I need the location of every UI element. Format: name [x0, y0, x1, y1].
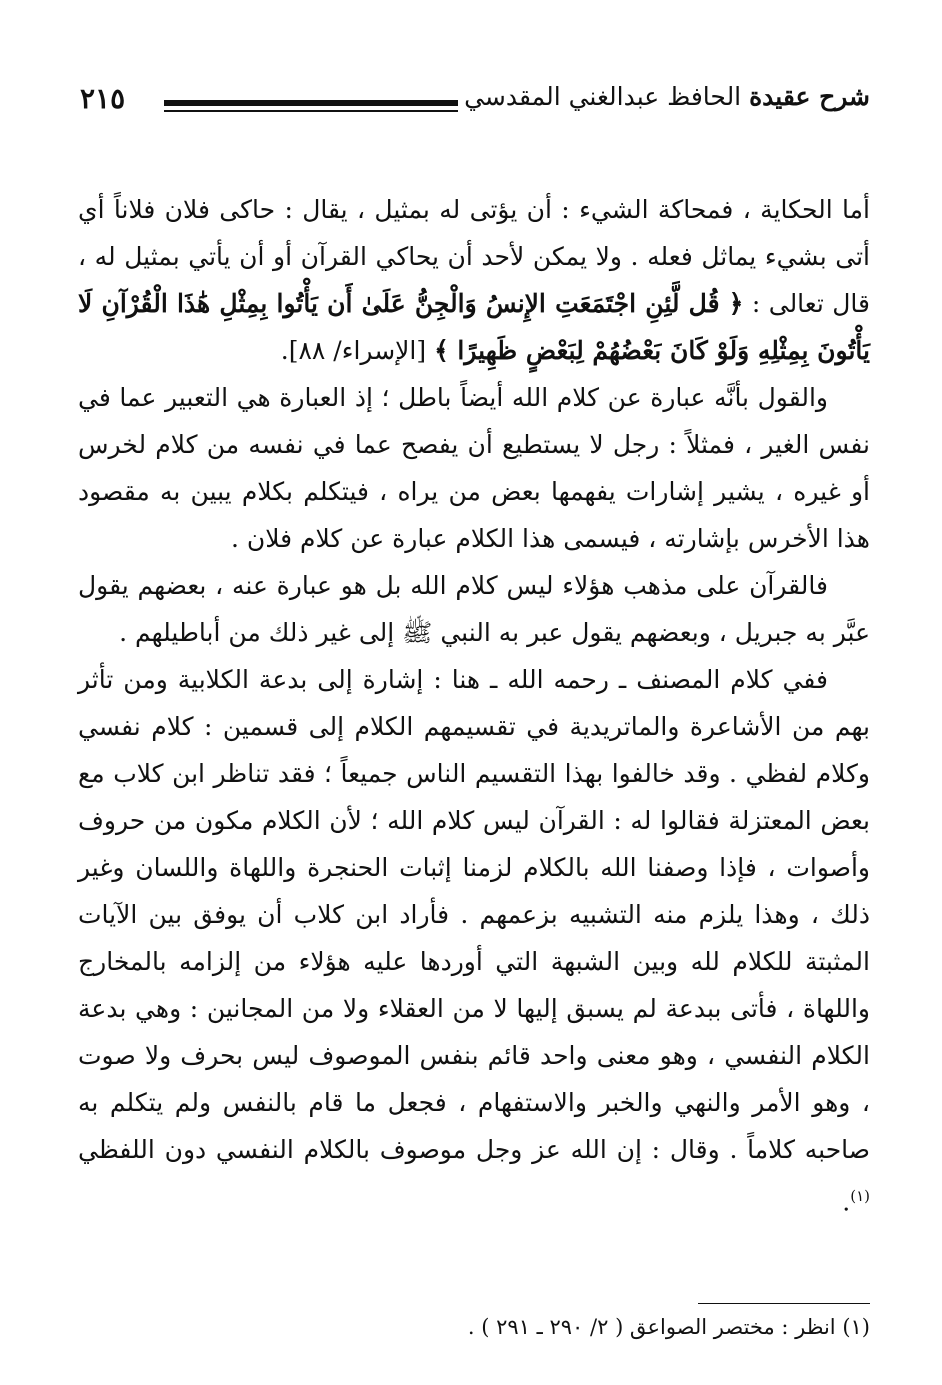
page-number: ٢١٥: [80, 82, 126, 115]
running-title: [464, 82, 870, 111]
footnote-rule: [698, 1303, 870, 1304]
main-text: [78, 186, 870, 1225]
footnote: (١) انظر : مختصر الصواعق ( ٢/ ٢٩٠ ـ ٢٩١ ) .: [467, 1315, 870, 1339]
paragraph-4-text: ففي كلام المصنف ـ رحمه الله ـ هنا : إشارة إلى بدعة الكلابية ومن تأثر بهم من الأشاعرة والماتريدية في تقسيمهم الكلام إلى قسمين : كلام نفسي وكلام لفظي . وقد خالفوا بهذا التقسيم الناس جميعاً ؛ فقد تناظر ابن كلاب مع بعض المعتزلة فقالوا له : القرآن ليس كلام الله ؛ لأن الكلام مكون من حروف وأصوات ، فإذا وصفنا الله بالكلام لزمنا إثبات الحنجرة واللهاة واللسان وغير ذلك ، وهذا يلزم منه التشبيه بزعمهم . فأراد ابن كلاب أن يوفق بين الآيات المثبتة للكلام لله وبين الشبهة التي أوردها عليه هؤلاء من إلزامه بالمخارج واللهاة ، فأتى ببدعة لم يسبق إليها لا من العقلاء ولا من المجانين : وهي بدعة الكلام النفسي ، وهو معنى واحد قائم بنفس الموصوف ليس بحرف ولا صوت ، وهو الأمر والنهي والخبر والاستفهام ، فجعل ما قام بالنفس ولم يتكلم به صاحبه كلاماً . وقال : إن الله عز وجل موصوف بالكلام النفسي دون اللفظي: [78, 665, 870, 1164]
header-rule-thin: [164, 110, 458, 112]
page-header: [78, 78, 870, 134]
paragraph-2: والقول بأنَّه عبارة عن كلام الله أيضاً باطل ؛ إذ العبارة هي التعبير عما في نفس الغير ، فمثلاً : رجل لا يستطيع أن يفصح عما في نفسه من كلام لخرس أو غيره ، يشير إشارات يفهمها بعض من يراه ، فيتكلم بكلام يبين به مقصود هذا الأخرس بإشارته ، فيسمى هذا الكلام عبارة عن كلام فلان .: [78, 383, 870, 553]
running-title-bold: شرح عقيدة: [749, 82, 870, 111]
paragraph-1-lead: أما الحكاية ، فمحاكة الشيء : أن يؤتى له بمثيل ، يقال : حاكى فلان فلاناً أي أتى بشيء يماثل فعله . ولا يمكن لأحد أن يحاكي القرآن أو أن يأتي بمثيل له ، قال تعالى :: [78, 195, 870, 318]
quran-verse: ﴿ قُل لَّئِنِ اجْتَمَعَتِ الإِنسُ وَالْجِنُّ عَلَىٰ أَن يَأْتُوا بِمِثْلِ هَٰذَا الْقُرْآنِ لَا يَأْتُونَ بِمِثْلِهِ وَلَوْ كَانَ بَعْضُهُمْ لِبَعْضٍ ظَهِيرًا ﴾: [78, 289, 870, 365]
paragraph-4: [78, 656, 870, 1225]
paragraph-3: فالقرآن على مذهب هؤلاء ليس كلام الله بل هو عبارة عنه ، بعضهم يقول عبَّر به جبريل ، وبعضهم يقول عبر به النبي ﷺ إلى غير ذلك من أباطيلهم .: [78, 571, 870, 647]
running-title-rest: الحافظ عبدالغني المقدسي: [464, 82, 750, 111]
footnote-marker: (١): [850, 1187, 870, 1205]
paragraph-4-end: .: [842, 1187, 851, 1217]
verse-citation: [الإسراء/ ٨٨].: [280, 336, 435, 365]
header-rule-thick: [164, 100, 458, 106]
paragraph-1: [78, 186, 870, 374]
